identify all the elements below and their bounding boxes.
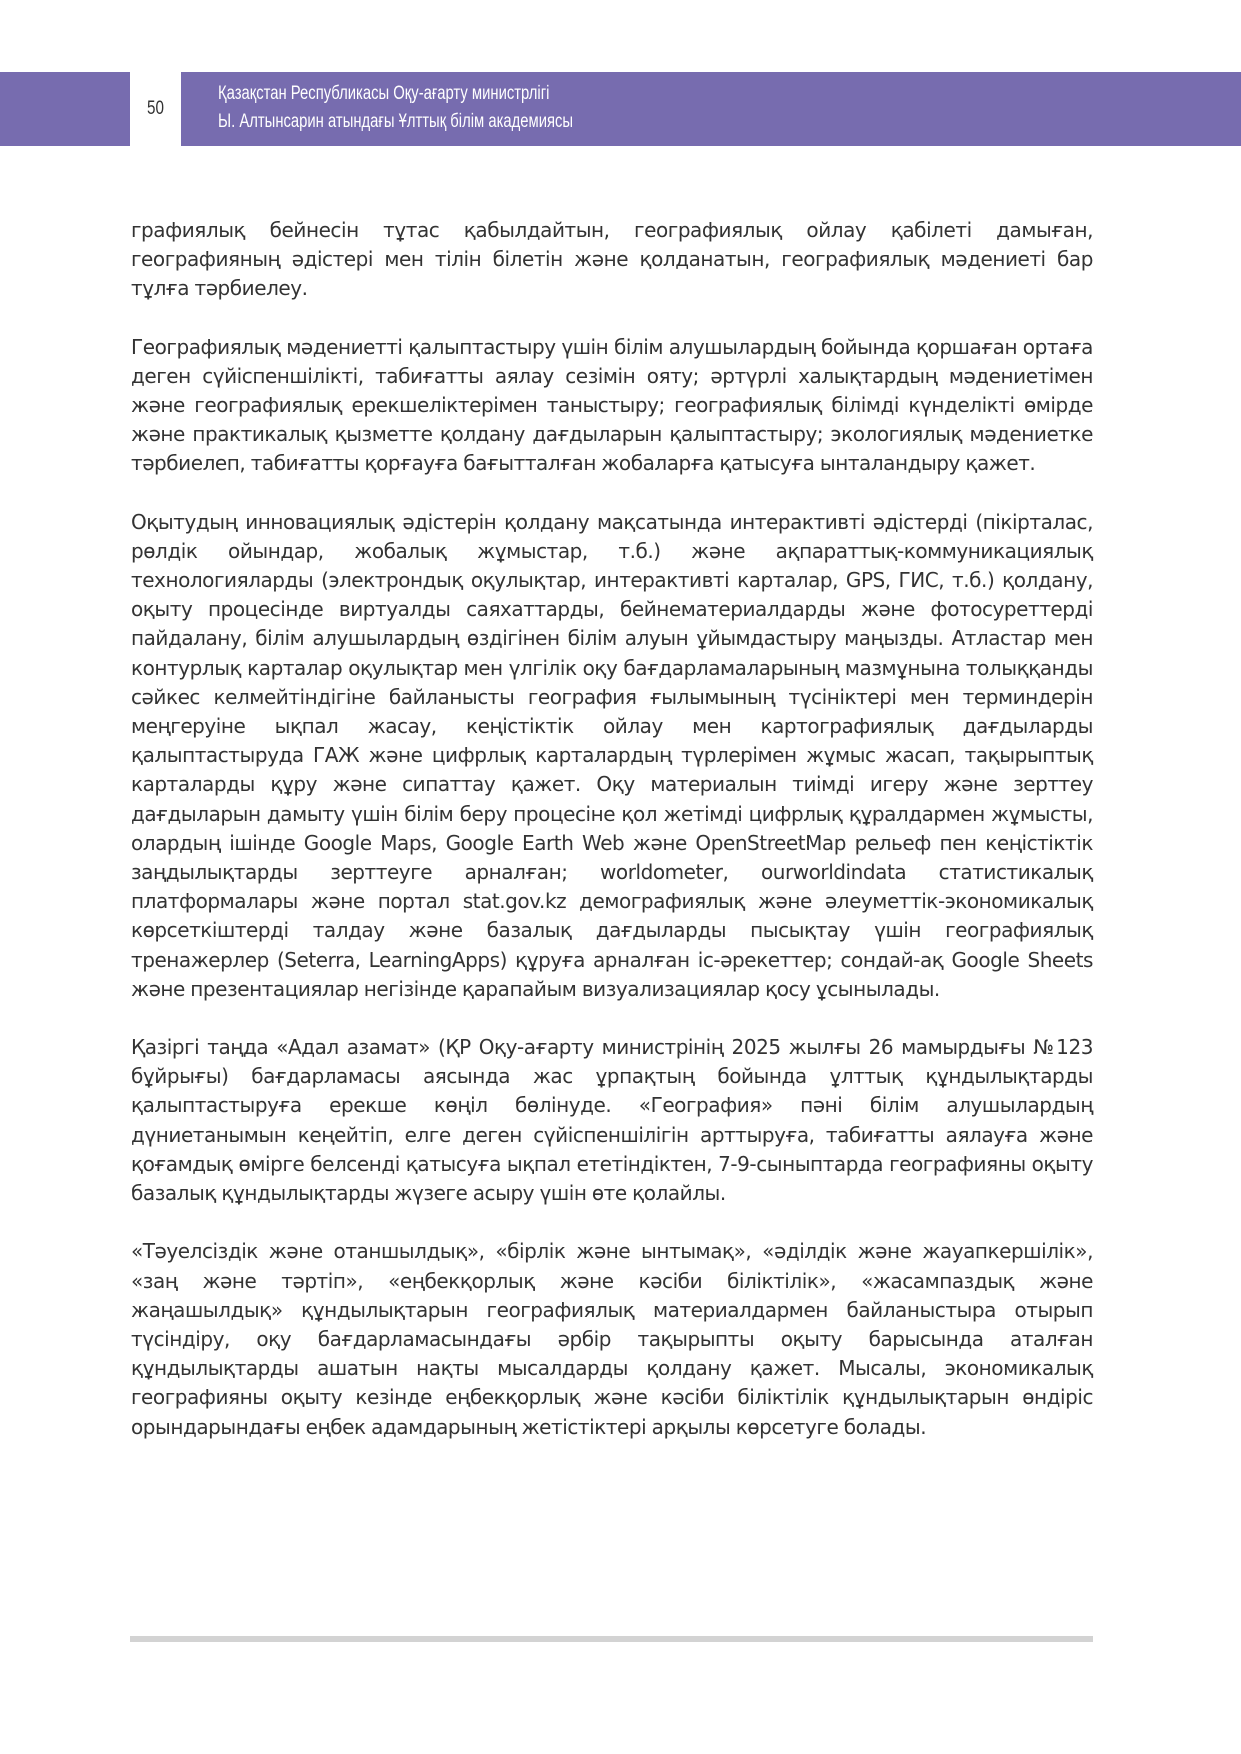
paragraph: графиялық бейнесін тұтас қабылдайтын, географиялық ойлау қабілеті дамыған, географияның әдістері мен тілін білетін және қолданатын, географиялық мәдениеті бар тұлға тәрбиелеу. — [131, 218, 1093, 301]
paragraph: Географиялық мәдениетті қалыптастыру үшін білім алушылардың бойында қоршаған ортаға деген сүйіспеншілікті, табиғатты аялау сезімін ояту; әртүрлі халықтардың мәдениетімен және географиялық ерекшеліктерімен таныстыру; географиялық білімді күнделікті өмірде және практикалық қызметте қолдану дағдыларын қалыптастыру; экологиялық мәдениетке тәрбиелеп, табиғатты қорғауға бағытталған жобаларға қатысуға ынталандыру қажет. — [131, 334, 1093, 476]
paragraph: «Тәуелсіздік және отаншылдық», «бірлік және ынтымақ», «әділдік және жауапкершілік», «заң және тәртіп», «еңбекқорлық және кәсіби біліктілік», «жасампаздық және жаңашылдық» құндылықтарын географиялық материалдармен байланыстыра отырып түсіндіру, оқу бағдарламасындағы әрбір тақырыпты оқыту барысында аталған құндылықтарды ашатын нақты мысалдарды қолдану қажет. Мысалы, экономикалық географияны оқыту кезінде еңбекқорлық және кәсіби біліктілік құндылықтарын өндіріс орындарындағы еңбек адамдарының жетістіктері арқылы көрсетуге болады. — [131, 1239, 1093, 1439]
header-accent-block — [0, 72, 130, 146]
paragraph: Қазіргі таңда «Адал азамат» (ҚР Оқу-ағарту министрінің 2025 жылғы 26 мамырдығы №123 бұйрығы) бағдарламасы аясында жас ұрпақтың бойында ұлттық құндылықтарды қалыптастыруға ерекше көңіл бөлінуде. «География» пәні білім алушылардың дүниетанымын кеңейтіп, елге деген сүйіспеншілігін арттыруға, табиғатты аялауға және қоғамдық өмірге белсенді қатысуға ықпал ететіндіктен, 7-9-сыныптарда географияны оқыту базалық құндылықтарды жүзеге асыру үшін өте қолайлы. — [131, 1035, 1093, 1206]
header-academy-name: Ы. Алтынсарин атындағы Ұлттық білім академиясы — [218, 111, 574, 132]
header-organization — [218, 80, 573, 136]
header-ministry-name: Қазақстан Республикасы Оқу-ағарту министрлігі — [218, 83, 550, 104]
page-number: 50 — [147, 98, 164, 119]
paragraph: Оқытудың инновациялық әдістерін қолдану мақсатында интерактивті әдістерді (пікірталас, рөлдік ойындар, жобалық жұмыстар, т.б.) және ақпараттық-коммуникациялық технологияларды (электрондық оқулықтар, интерактивті карталар, GPS, ГИС, т.б.) қолдану, оқыту процесінде виртуалды саяхаттарды, бейнематериалдарды және фотосуреттерді пайдалану, білім алушылардың өздігінен білім алуын ұйымдастыру маңызды. Атластар мен контурлық карталар оқулықтар мен үлгілік оқу бағдарламаларының мазмұнына толыққанды сәйкес келмейтіндігіне байланысты география ғылымының түсініктері мен терминдерін меңгеруіне ықпал жасау, кеңістіктік ойлау мен картографиялық дағдыларды қалыптастыруда ГАЖ және цифрлық карталардың түрлерімен жұмыс жасап, тақырыптық карталарды құру және сипаттау қажет. Оқу материалын тиімді игеру және зерттеу дағдыларын дамыту үшін білім беру процесіне қол жетімді цифрлық құралдармен жұмысты, олардың ішінде Google Maps, Google Earth Web және OpenStreetMap рельеф пен кеңістіктік заңдылықтарды зерттеуге арналған; worldometer, ourworldindata статистикалық платформалары және портал stat.gov.kz демографиялық және әлеуметтік-экономикалық көрсеткіштерді талдау және базалық дағдыларды пысықтау үшін географиялық тренажерлер (Seterra, LearningApps) құруға арналған іс-әрекеттер; сондай-ақ Google Sheets және презентациялар негізінде қарапайым визуализациялар қосу ұсынылады. — [131, 509, 1093, 1001]
page-body — [131, 216, 1093, 1471]
footer-divider — [130, 1636, 1093, 1642]
